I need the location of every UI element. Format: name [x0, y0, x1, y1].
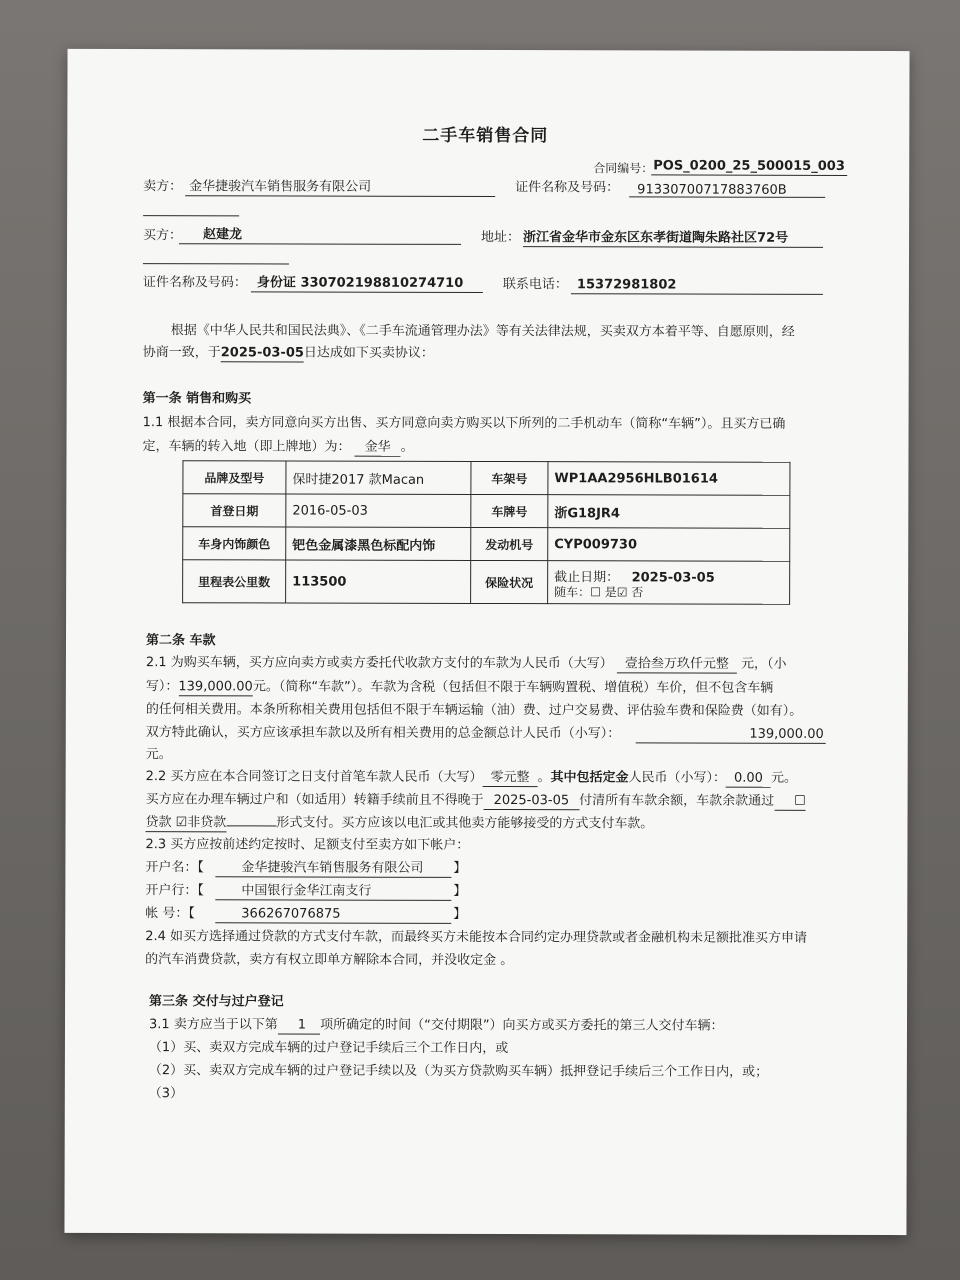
buyer-label: 买方：: [143, 228, 183, 244]
plate-value: 浙G18JR4: [548, 495, 790, 529]
buyer-id: 身份证 330702198810274710: [256, 275, 464, 291]
brand-value: 保时捷2017 款Macan: [286, 461, 471, 494]
table-row: [183, 527, 790, 562]
engine-label: 发动机号: [471, 527, 548, 560]
intro-line-2a: 协商一致，于: [142, 345, 221, 361]
table-row: [183, 494, 790, 529]
acct-bank: 中国银行金华江南支行: [241, 883, 372, 899]
seller-id: 91330700717883760B: [637, 182, 787, 198]
color-label: 车身内饰颜色: [183, 527, 286, 560]
acct-name-line: [215, 876, 451, 878]
contract-title: 二手车销售合同: [422, 125, 549, 147]
mileage-value: 113500: [286, 560, 471, 603]
s2-22-line-3: [146, 815, 654, 833]
s2-22-h: 形式支付。买方应该以电汇或其他卖方能够接受的方式支付车款。: [276, 815, 654, 832]
intro-line-2b: 日达成如下买卖协议：: [303, 345, 434, 361]
s2-22-line-2: [146, 792, 806, 811]
s3-31-b: 项所确定的时间（“交付期限”）向买方或买方委托的第三人交付车辆：: [320, 1017, 724, 1034]
s2-22-line-1: [146, 769, 797, 788]
insurance-expiry: [554, 566, 783, 586]
mileage-label: 里程表公里数: [183, 560, 286, 603]
section-3-title: 第三条 交付与过户登记: [149, 994, 284, 1010]
intro-line-2: [143, 345, 434, 363]
acct-name-label: 开户名：【: [145, 860, 204, 876]
s2-22-e: 买方应在办理车辆过户和（如适用）转籍手续前且不得晚于: [145, 792, 484, 808]
s2-22-b: 。: [537, 770, 551, 786]
contract-page: [64, 49, 909, 1235]
s2-23: 2.3 买方应按前述约定按时、足额支付至卖方如下帐户：: [145, 837, 470, 853]
buyer-name: 赵建龙: [203, 227, 243, 243]
insurance-expiry-label: 截止日期：: [554, 569, 620, 585]
brand-label: 品牌及型号: [183, 461, 286, 494]
amount-lower: 139,000.00: [178, 679, 253, 695]
intro-date: 2025-03-05: [220, 345, 304, 361]
address-label: 地址：: [481, 229, 521, 246]
insurance-follow: 随车：☐ 是☑ 否: [554, 584, 644, 599]
amount-upper: 壹拾叁万玖仟元整: [617, 656, 737, 673]
s2-21-line-2: [146, 679, 773, 698]
acct-name: 金华捷骏汽车销售服务有限公司: [241, 860, 424, 876]
deposit-amount: 0.00: [726, 771, 771, 788]
first-payment-upper: 零元整: [482, 770, 537, 787]
buyer-address-line: [523, 246, 823, 248]
s3-item-3: （3）: [148, 1086, 184, 1102]
buyer-id-line: [251, 291, 483, 293]
reg-date-label: 首登日期: [183, 494, 286, 527]
s3-31: [149, 1017, 724, 1036]
buyer-name-line: [179, 243, 461, 245]
buyer-phone: 15372981802: [576, 277, 677, 293]
s2-21-d: 元。（简称“车款”）。车款为含税（包括但不限于车辆购置税、增值税）车价，但不包含车辆: [252, 679, 774, 696]
acct-name-close: 】: [453, 860, 467, 876]
loan-checkbox: ☐: [774, 794, 806, 811]
buyer-address: 浙江省金华市金东区东孝街道陶朱路社区72号: [523, 230, 789, 246]
buyer-id-label: 证件名称及号码：: [142, 275, 247, 291]
section-2-title: 第二条 车款: [145, 633, 216, 649]
reg-date-value: 2016-05-03: [286, 494, 471, 527]
s3-31-a: 3.1 卖方应当于以下第: [148, 1017, 278, 1033]
insurance-expiry-date: 2025-03-05: [631, 569, 715, 586]
vin-label: 车架号: [471, 461, 548, 494]
transfer-city: 金华: [355, 440, 401, 457]
s2-21-b: 元，（小: [741, 656, 787, 672]
buyer-address-line-cont: [143, 263, 289, 264]
s1-para-line-2b: 。: [400, 439, 414, 455]
s2-21-a: 2.1 为购买车辆，买方应向卖方或卖方委托代收款方支付的车款为人民币（大写）: [145, 655, 613, 672]
s2-21-line-3: 的任何相关费用。本条所称相关费用包括但不限于车辆运输（油）费、过户交易费、评估验车费和保险费（如有）。: [145, 702, 803, 719]
s1-para-line-2: [142, 439, 413, 457]
acct-bank-label: 开户行：【: [145, 883, 204, 899]
s2-22-f: 付清所有车款余额，车款余款通过: [579, 793, 775, 809]
buyer-phone-line: [571, 293, 823, 295]
s1-para-line-2a: 定，车辆的转入地（即上牌地）为：: [142, 439, 351, 455]
color-value: 钯色金属漆黑色标配内饰: [286, 527, 471, 560]
acct-no-close: 】: [453, 906, 467, 922]
due-date: 2025-03-05: [484, 793, 580, 810]
s2-24-line-1: 2.4 如买方选择通过贷款的方式支付车款，而最终买方未能按本合同约定办理贷款或者金融机构未足额批准买方申请: [145, 929, 808, 946]
payment-method-blank: [226, 825, 276, 826]
total-amount: 139,000.00: [749, 726, 824, 742]
insurance-cell: [548, 561, 790, 605]
table-row: [183, 461, 790, 496]
contract-no-label: 合同编号：: [593, 161, 654, 176]
s2-21-line-1: [146, 655, 787, 674]
delivery-item: 1: [278, 1017, 320, 1034]
table-row: [183, 560, 790, 605]
section-1-title: 第一条 销售和购买: [142, 391, 252, 407]
s2-24-line-2: 的汽车消费贷款，卖方有权立即单方解除本合同，并没收定金 。: [145, 952, 514, 969]
acct-no-label: 帐 号：【: [145, 906, 195, 922]
vehicle-table: [182, 460, 790, 605]
s3-item-2: （2）买、卖双方完成车辆的过户登记手续以及（为买方贷款购买车辆）抵押登记手续后三个工作日内，或；: [148, 1063, 769, 1080]
seller-name: 金华捷骏汽车销售服务有限公司: [189, 179, 372, 195]
seller-label: 卖方：: [143, 179, 183, 195]
payment-method: 贷款 ☑非贷款: [145, 815, 227, 831]
s2-21-g: 元。: [145, 747, 172, 763]
s2-21-f: 双方特此确认，买方应该承担车款以及所有相关费用的总金额总计人民币（小写）：: [145, 725, 621, 742]
s2-21-c: 写）：: [145, 679, 179, 695]
s2-22-bold: 其中包括定金: [550, 770, 629, 786]
s3-item-1: （1）买、卖双方完成车辆的过户登记手续后三个工作日内，或: [148, 1040, 509, 1057]
insurance-label: 保险状况: [471, 560, 548, 603]
s2-22-d: 元。: [770, 770, 798, 786]
acct-bank-line: [215, 899, 451, 901]
engine-value: CYP009730: [548, 528, 790, 562]
s2-22-c: 人民币（小写）：: [628, 770, 727, 786]
s1-para-line-1: 1.1 根据本合同，卖方同意向买方出售、买方同意向卖方购买以下所列的二手机动车（简称“车辆”）。且买方已确: [142, 415, 786, 432]
acct-no-line: [215, 922, 451, 924]
s2-22-a: 2.2 买方应在本合同签订之日支付首笔车款人民币（大写）: [145, 769, 483, 785]
vin-value: WP1AA2956HLB01614: [548, 462, 790, 496]
phone-label: 联系电话：: [502, 277, 568, 293]
plate-label: 车牌号: [471, 494, 548, 527]
acct-no: 366267076875: [241, 906, 341, 922]
seller-id-label: 证件名称及号码：: [515, 180, 620, 196]
intro-line-1: 根据《中华人民共和国民法典》、《二手车流通管理办法》等有关法律法规，买卖双方本着平等、自愿原则，经: [170, 323, 795, 340]
acct-bank-close: 】: [453, 883, 467, 899]
contract-no: POS_0200_25_500015_003: [651, 158, 847, 176]
seller-id-line-cont: [143, 215, 239, 216]
seller-name-line: [185, 195, 495, 197]
total-amount-line: [636, 742, 826, 743]
